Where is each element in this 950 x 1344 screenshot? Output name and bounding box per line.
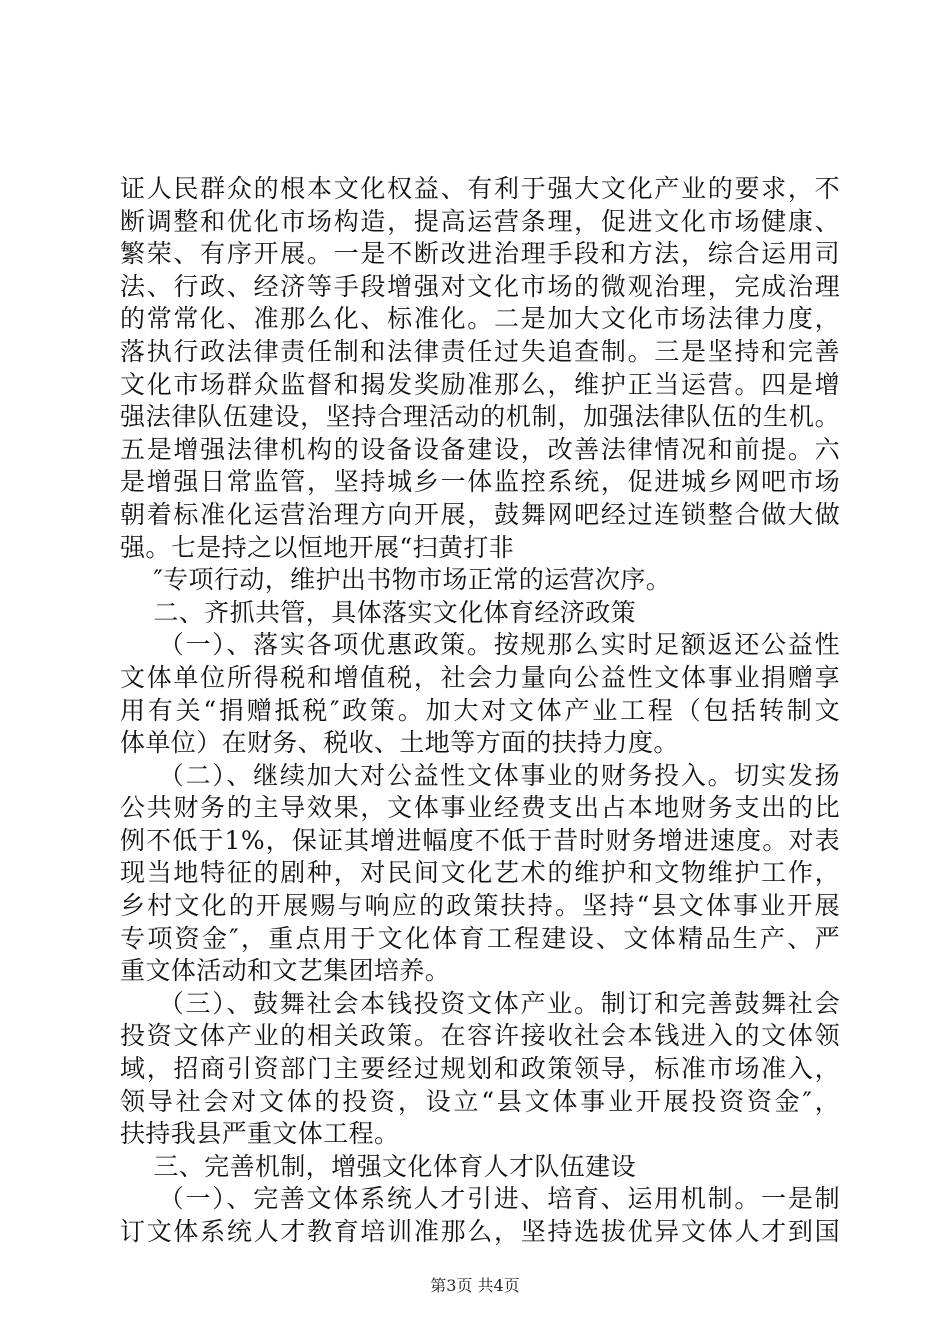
- text-line: 专项资金″，重点用于文化体育工程建设、文体精品生产、严: [120, 923, 840, 953]
- text-line: （三）、鼓舞社会本钱投资文体产业。制订和完善鼓舞社会: [120, 988, 840, 1018]
- text-line: 投资文体产业的相关政策。在容许接收社会本钱进入的文体领: [120, 1021, 840, 1051]
- text-line: 文化市场群众监督和揭发奖励准那么，维护正当运营。四是增: [120, 369, 840, 399]
- section-heading: 二、齐抓共管，具体落实文化体育经济政策: [120, 597, 636, 627]
- text-line: 重文体活动和文艺集团培养。: [120, 956, 451, 986]
- text-line: 繁荣、有序开展。一是不断改进治理手段和方法，综合运用司: [120, 239, 840, 269]
- text-line: 证人民群众的根本文化权益、有利于强大文化产业的要求，不: [120, 174, 840, 203]
- text-line: 五是增强法律机构的设备设备建设，改善法律情况和前提。六: [120, 434, 840, 464]
- page-number-footer: 第3页 共4页: [430, 1276, 520, 1295]
- text-line: 断调整和优化市场构造，提高运营条理，促进文化市场健康、: [120, 206, 840, 236]
- text-line: 乡村文化的开展赐与响应的政策扶持。坚持“县文体事业开展: [120, 891, 840, 921]
- text-line: 文体单位所得税和增值税，社会力量向公益性文体事业捐赠享: [120, 662, 840, 692]
- text-line: 现当地特征的剧种，对民间文化艺术的维护和文物维护工作，: [120, 858, 840, 888]
- text-line: 公共财务的主导效果，文体事业经费支出占本地财务支出的比: [120, 793, 840, 823]
- text-line: 域，招商引资部门主要经过规划和政策领导，标准市场准入，: [120, 1054, 840, 1084]
- text-line: 订文体系统人才教育培训准那么，坚持选拔优异文体人才到国: [120, 1217, 840, 1246]
- text-line: 落执行政法律责任制和法律责任过失追查制。三是坚持和完善: [120, 336, 840, 366]
- text-line: 是增强日常监管，坚持城乡一体监控系统，促进城乡网吧市场: [120, 467, 840, 497]
- text-line: （一）、落实各项优惠政策。按规那么实时足额返还公益性: [120, 630, 840, 660]
- text-line: 强。七是持之以恒地开展“扫黄打非: [120, 532, 515, 562]
- text-line: 用有关“捐赠抵税″政策。加大对文体产业工程（包括转制文: [120, 695, 840, 725]
- text-line: （一）、完善文体系统人才引进、培育、运用机制。一是制: [120, 1184, 840, 1214]
- text-line: 的常常化、准那么化、标准化。二是加大文化市场法律力度，: [120, 304, 840, 334]
- text-line: （二）、继续加大对公益性文体事业的财务投入。切实发扬: [120, 760, 840, 790]
- body-text: [120, 173, 840, 1249]
- text-line: 体单位）在财务、税收、土地等方面的扶持力度。: [120, 728, 679, 758]
- text-line: 法、行政、经济等手段增强对文化市场的微观治理，完成治理: [120, 271, 840, 301]
- text-line: ″专项行动，维护出书物市场正常的运营次序。: [120, 565, 672, 595]
- text-line: 强法律队伍建设，坚持合理活动的机制，加强法律队伍的生机。: [120, 402, 840, 432]
- text-line: 例不低于1%，保证其增进幅度不低于昔时财务增进速度。对表: [120, 825, 840, 855]
- text-line: 扶持我县严重文体工程。: [120, 1119, 400, 1149]
- text-line: 领导社会对文体的投资，设立“县文体事业开展投资资金″，: [120, 1086, 840, 1116]
- text-line: 朝着标准化运营治理方向开展，鼓舞网吧经过连锁整合做大做: [120, 499, 840, 529]
- section-heading: 三、完善机制，增强文化体育人才队伍建设: [120, 1151, 636, 1181]
